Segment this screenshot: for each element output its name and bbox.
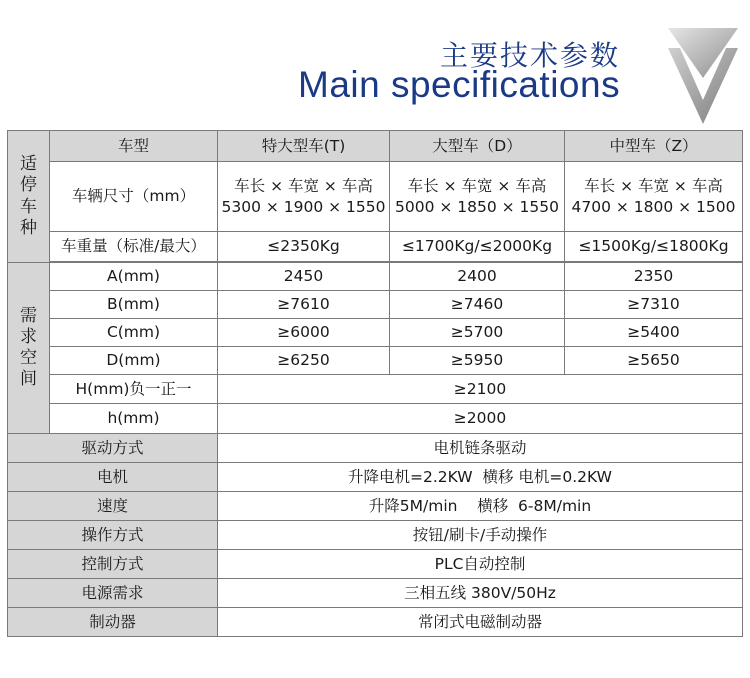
power-value: 三相五线 380V/50Hz: [218, 579, 743, 608]
weight-value-d: ≤1700Kg/≤2000Kg: [390, 232, 565, 262]
weight-value-z: ≤1500Kg/≤1800Kg: [565, 232, 743, 262]
drive-label: 驱动方式: [8, 434, 218, 463]
space-label-c: C(mm): [50, 319, 218, 347]
brake-label: 制动器: [8, 608, 218, 637]
model-header-label: 车型: [50, 131, 218, 162]
space-label-h-upper: H(mm)负一正一: [50, 375, 218, 404]
space-value-b-t: ≥7610: [218, 291, 390, 319]
model-header-t: 特大型车(T): [218, 131, 390, 162]
space-value-h-upper: ≥2100: [218, 375, 743, 404]
space-label-b: B(mm): [50, 291, 218, 319]
space-value-d-z: ≥5650: [565, 347, 743, 375]
motor-label: 电机: [8, 463, 218, 492]
control-value: PLC自动控制: [218, 550, 743, 579]
power-label: 电源需求: [8, 579, 218, 608]
space-value-d-t: ≥6250: [218, 347, 390, 375]
brake-value: 常闭式电磁制动器: [218, 608, 743, 637]
space-value-c-z: ≥5400: [565, 319, 743, 347]
size-label: 车辆尺寸（mm）: [50, 162, 218, 232]
model-header-z: 中型车（Z）: [565, 131, 743, 162]
chevron-down-icon: [666, 28, 740, 128]
space-value-b-z: ≥7310: [565, 291, 743, 319]
speed-value: 升降5M/min 横移 6-8M/min: [218, 492, 743, 521]
space-value-b-d: ≥7460: [390, 291, 565, 319]
space-value-a-d: 2400: [390, 263, 565, 291]
spec-table: [7, 130, 743, 637]
operation-value: 按钮/刷卡/手动操作: [218, 521, 743, 550]
drive-value: 电机链条驱动: [218, 434, 743, 463]
section-car-label: 适 停 车 种: [8, 131, 50, 263]
space-label-a: A(mm): [50, 263, 218, 291]
weight-value-t: ≤2350Kg: [218, 232, 390, 262]
space-value-h-lower: ≥2000: [218, 404, 743, 434]
space-value-d-d: ≥5950: [390, 347, 565, 375]
page-title-en: Main specifications: [298, 64, 621, 105]
size-value-d: 车长 × 车宽 × 车高 5000 × 1850 × 1550: [390, 162, 565, 232]
space-label-h-lower: h(mm): [50, 404, 218, 434]
page-title-cn: 主要技术参数: [440, 39, 621, 72]
operation-label: 操作方式: [8, 521, 218, 550]
space-label-d: D(mm): [50, 347, 218, 375]
weight-label: 车重量（标准/最大）: [50, 232, 218, 262]
space-value-c-t: ≥6000: [218, 319, 390, 347]
model-header-d: 大型车（D）: [390, 131, 565, 162]
size-value-z: 车长 × 车宽 × 车高 4700 × 1800 × 1500: [565, 162, 743, 232]
motor-value: 升降电机=2.2KW 横移 电机=0.2KW: [218, 463, 743, 492]
space-value-a-t: 2450: [218, 263, 390, 291]
space-value-c-d: ≥5700: [390, 319, 565, 347]
control-label: 控制方式: [8, 550, 218, 579]
section-space-label: 需 求 空 间: [8, 263, 50, 434]
speed-label: 速度: [8, 492, 218, 521]
size-value-t: 车长 × 车宽 × 车高 5300 × 1900 × 1550: [218, 162, 390, 232]
space-value-a-z: 2350: [565, 263, 743, 291]
